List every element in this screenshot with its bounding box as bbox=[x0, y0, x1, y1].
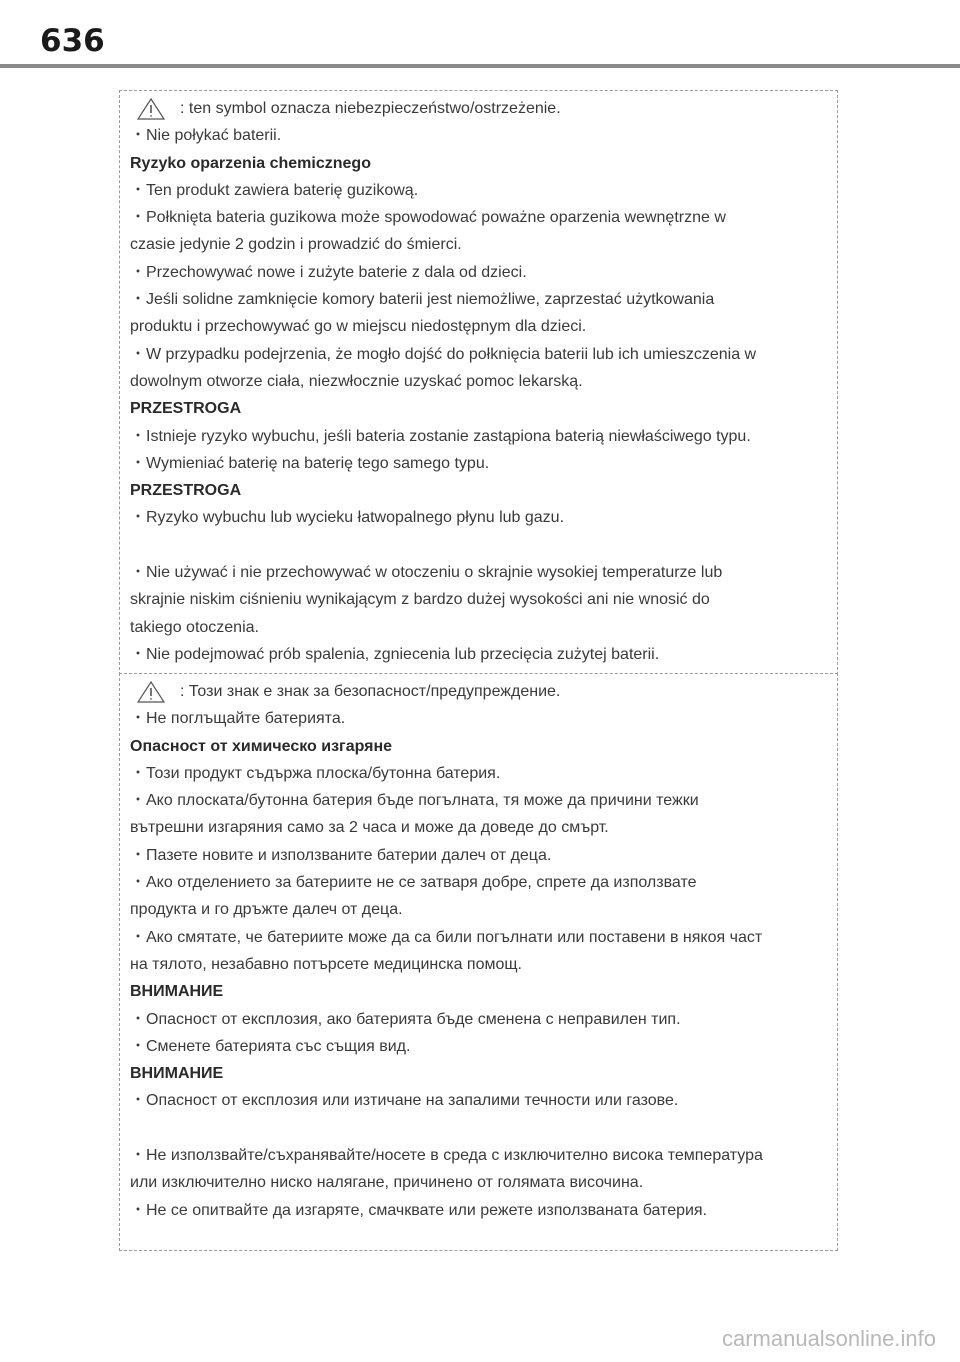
text-line: ・Не се опитвайте да изгаряте, смачквате или режете използваната батерия. bbox=[130, 1201, 708, 1219]
text-line: takiego otoczenia. bbox=[130, 618, 259, 636]
text-line: или изключително ниско налягане, причинено от голямата височина. bbox=[130, 1174, 644, 1192]
section-heading: PRZESTROGA bbox=[130, 400, 242, 418]
section-heading: Ryzyko oparzenia chemicznego bbox=[130, 154, 371, 172]
warning-triangle-icon bbox=[136, 97, 166, 121]
text-line: ・Istnieje ryzyko wybuchu, jeśli bateria zostanie zastąpiona baterią niewłaściwego typu. bbox=[130, 427, 751, 445]
text-line: ・Пазете новите и използваните батерии далеч от деца. bbox=[130, 846, 552, 864]
text-line: ・Ryzyko wybuchu lub wycieku łatwopalnego płynu lub gazu. bbox=[130, 509, 565, 527]
text-line: produktu i przechowywać go w miejscu niedostępnym dla dzieci. bbox=[130, 318, 587, 336]
text-line: dowolnym otworze ciała, niezwłocznie uzyskać pomoc lekarską. bbox=[130, 372, 583, 390]
text-line: ・Połknięta bateria guzikowa może spowodować poważne oparzenia wewnętrzne w bbox=[130, 209, 726, 227]
text-line bbox=[130, 678, 827, 705]
text-line: ・Przechowywać nowe i zużyte baterie z dala od dzieci. bbox=[130, 263, 527, 281]
text-line: вътрешни изгаряния само за 2 часа и може да доведе до смърт. bbox=[130, 819, 609, 837]
text-line: ・Не използвайте/съхранявайте/носете в среда с изключително висока температура bbox=[130, 1147, 763, 1165]
text-line: ・W przypadku podejrzenia, że mogło dojść do połknięcia baterii lub ich umieszczenia w bbox=[130, 345, 757, 363]
text-line: на тялото, незабавно потърсете медицинска помощ. bbox=[130, 955, 522, 973]
warning-text-bulgarian bbox=[130, 678, 827, 1224]
watermark: carmanualsonline.info bbox=[721, 1326, 936, 1351]
warning-triangle-icon bbox=[136, 680, 166, 704]
text-line: ・Ако плоската/бутонна батерия бъде погълната, тя може да причини тежки bbox=[130, 792, 699, 810]
text-line: czasie jedynie 2 godzin i prowadzić do śmierci. bbox=[130, 236, 462, 254]
text-line bbox=[130, 95, 827, 122]
blank-line bbox=[130, 1115, 827, 1142]
warning-box-bulgarian bbox=[119, 673, 838, 1251]
text-line: ・Опасност от експлозия или изтичане на запалими течности или газове. bbox=[130, 1092, 679, 1110]
text-line: ・Този продукт съдържа плоска/бутонна батерия. bbox=[130, 764, 501, 782]
text-line: ・Nie podejmować prób spalenia, zgniecenia lub przecięcia zużytej baterii. bbox=[130, 645, 660, 663]
warning-symbol-caption: : ten symbol oznacza niebezpieczeństwo/ostrzeżenie. bbox=[180, 100, 561, 117]
section-heading: PRZESTROGA bbox=[130, 482, 242, 500]
text-line: ・Wymieniać baterię na baterię tego samego typu. bbox=[130, 454, 490, 472]
text-line: ・Nie używać i nie przechowywać w otoczeniu o skrajnie wysokiej temperaturze lub bbox=[130, 564, 723, 582]
text-line: ・Jeśli solidne zamknięcie komory baterii jest niemożliwe, zaprzestać użytkowania bbox=[130, 291, 715, 309]
text-line: ・Ако отделението за батериите не се затваря добре, спрете да използвате bbox=[130, 874, 697, 892]
text-line: ・Nie połykać baterii. bbox=[130, 127, 282, 145]
text-line: skrajnie niskim ciśnieniu wynikającym z bardzo dużej wysokości ani nie wnosić do bbox=[130, 591, 710, 609]
header-rule bbox=[0, 64, 960, 68]
text-line: ・Ten produkt zawiera baterię guzikową. bbox=[130, 181, 419, 199]
section-heading: ВНИМАНИЕ bbox=[130, 983, 224, 1001]
section-heading: ВНИМАНИЕ bbox=[130, 1065, 224, 1083]
warning-symbol-caption: : Този знак е знак за безопасност/предупреждение. bbox=[180, 683, 561, 700]
text-line: продукта и го дръжте далеч от деца. bbox=[130, 901, 403, 919]
section-heading: Опасност от химическо изгаряне bbox=[130, 737, 393, 755]
text-line: ・Ако смятате, че батериите може да са били погълнати или поставени в някоя част bbox=[130, 928, 763, 946]
text-line: ・Опасност от експлозия, ако батерията бъде сменена с неправилен тип. bbox=[130, 1010, 681, 1028]
page-number: 636 bbox=[40, 23, 105, 59]
text-line: ・Не поглъщайте батерията. bbox=[130, 710, 346, 728]
blank-line bbox=[130, 532, 827, 559]
warning-box-polish bbox=[119, 90, 838, 675]
warning-text-polish bbox=[130, 95, 827, 668]
text-line: ・Сменете батерията със същия вид. bbox=[130, 1037, 411, 1055]
